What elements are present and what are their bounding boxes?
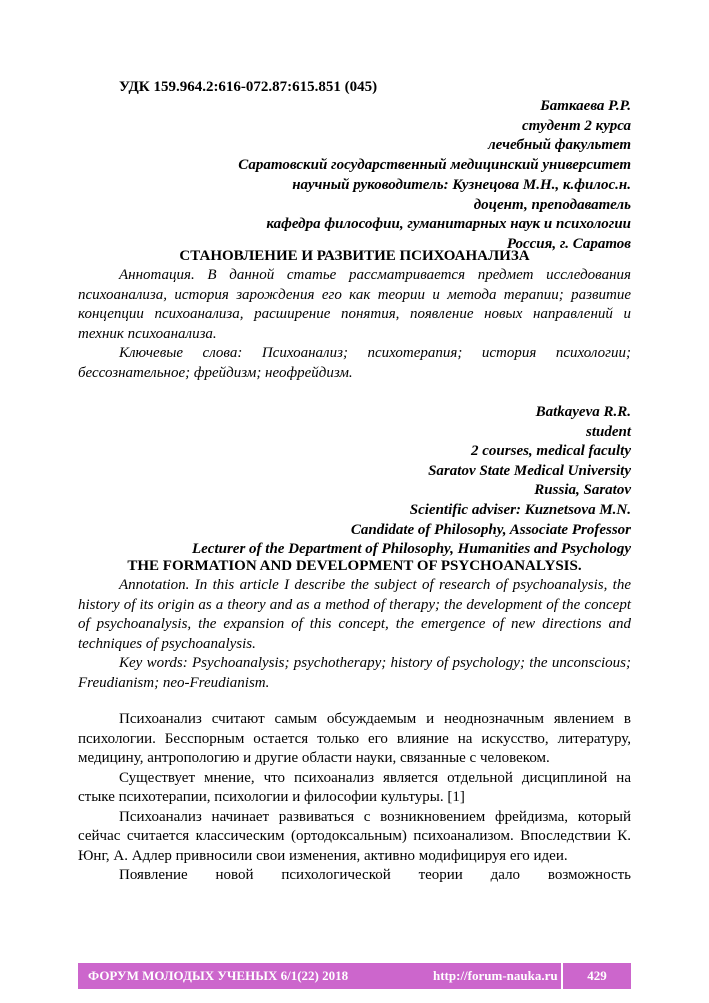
page-footer: [78, 963, 631, 989]
body-paragraph: Психоанализ считают самым обсуждаемым и неоднозначным явлением в психологии. Бесспорным остается только его влияние на искусство, литературу, медицину, антропологию и другие области науки, связанные с человеком.: [78, 711, 631, 766]
author-line: Scientific adviser: Kuznetsova M.N.: [409, 501, 631, 518]
author-line: Lecturer of the Department of Philosophy, Humanities and Psychology: [191, 541, 631, 558]
journal-website-link[interactable]: http://forum-nauka.ru: [433, 968, 558, 983]
article-title-ru: СТАНОВЛЕНИЕ И РАЗВИТИЕ ПСИХОАНАЛИЗА: [179, 248, 530, 264]
abstract-ru: [78, 266, 631, 383]
abstract-en: [78, 576, 631, 693]
article-body: [78, 710, 631, 886]
author-line: Россия, г. Саратов: [506, 235, 631, 252]
author-info-en: [78, 403, 631, 560]
author-line: студент 2 курса: [522, 117, 631, 134]
body-paragraph: Появление новой психологической теории дало возможность: [119, 867, 631, 883]
body-paragraph: Психоанализ начинает развиваться с возникновением фрейдизма, который сейчас считается классическим (ортодоксальным) психоанализом. Впоследствии К. Юнг, А. Адлер привносили свои изменения, активно модифицируя его идеи.: [78, 808, 631, 864]
author-line: Саратовский государственный медицинский университет: [238, 157, 631, 174]
author-line: научный руководитель: Кузнецова М.Н., к.филос.н.: [292, 176, 631, 193]
author-line: лечебный факультет: [487, 137, 631, 154]
article-title-en: THE FORMATION AND DEVELOPMENT OF PSYCHOANALYSIS.: [127, 558, 582, 574]
author-line: Russia, Saratov: [534, 482, 631, 499]
author-line: кафедра философии, гуманитарных наук и психологии: [266, 216, 631, 233]
author-line: Баткаева Р.Р.: [540, 98, 631, 114]
abstract-text-ru: Аннотация. В данной статье рассматривается предмет исследования психоанализа, история зарождения его как теории и метода терапии; развитие концепции психоанализа, расширение понятия, появление новых направлений и техник психоанализа.: [78, 267, 631, 342]
author-line: 2 courses, medical faculty: [471, 443, 631, 460]
keywords-ru: Ключевые слова: Психоанализ; психотерапия; история психологии; бессознательное; фрейдизм; неофрейдизм.: [78, 345, 631, 381]
abstract-text-en: Annotation. In this article I describe the subject of research of psychoanalysis, the history of its origin as a theory and as a method of therapy; the development of the concept of psychoanalysis, the expansion of this concept, the emergence of new directions and techniques of psychoanalysis.: [78, 577, 631, 652]
author-line: Candidate of Philosophy, Associate Professor: [350, 521, 631, 538]
author-line: student: [585, 423, 631, 440]
page-number: 429: [587, 968, 607, 983]
author-line: Saratov State Medical University: [428, 462, 631, 479]
body-paragraph: Существует мнение, что психоанализ является отдельной дисциплиной на стыке психотерапии, психологии и философии культуры. [1]: [78, 769, 631, 805]
udk-code: УДК 159.964.2:616-072.87:615.851 (045): [119, 79, 378, 95]
author-info-ru: [78, 97, 631, 255]
author-line: Batkayeva R.R.: [535, 404, 631, 420]
keywords-en: Key words: Psychoanalysis; psychotherapy; history of psychology; the unconscious; Freudianism; neo-Freudianism.: [78, 655, 631, 691]
journal-name: ФОРУМ МОЛОДЫХ УЧЕНЫХ 6/1(22) 2018: [88, 968, 349, 983]
author-line: доцент, преподаватель: [473, 196, 631, 213]
